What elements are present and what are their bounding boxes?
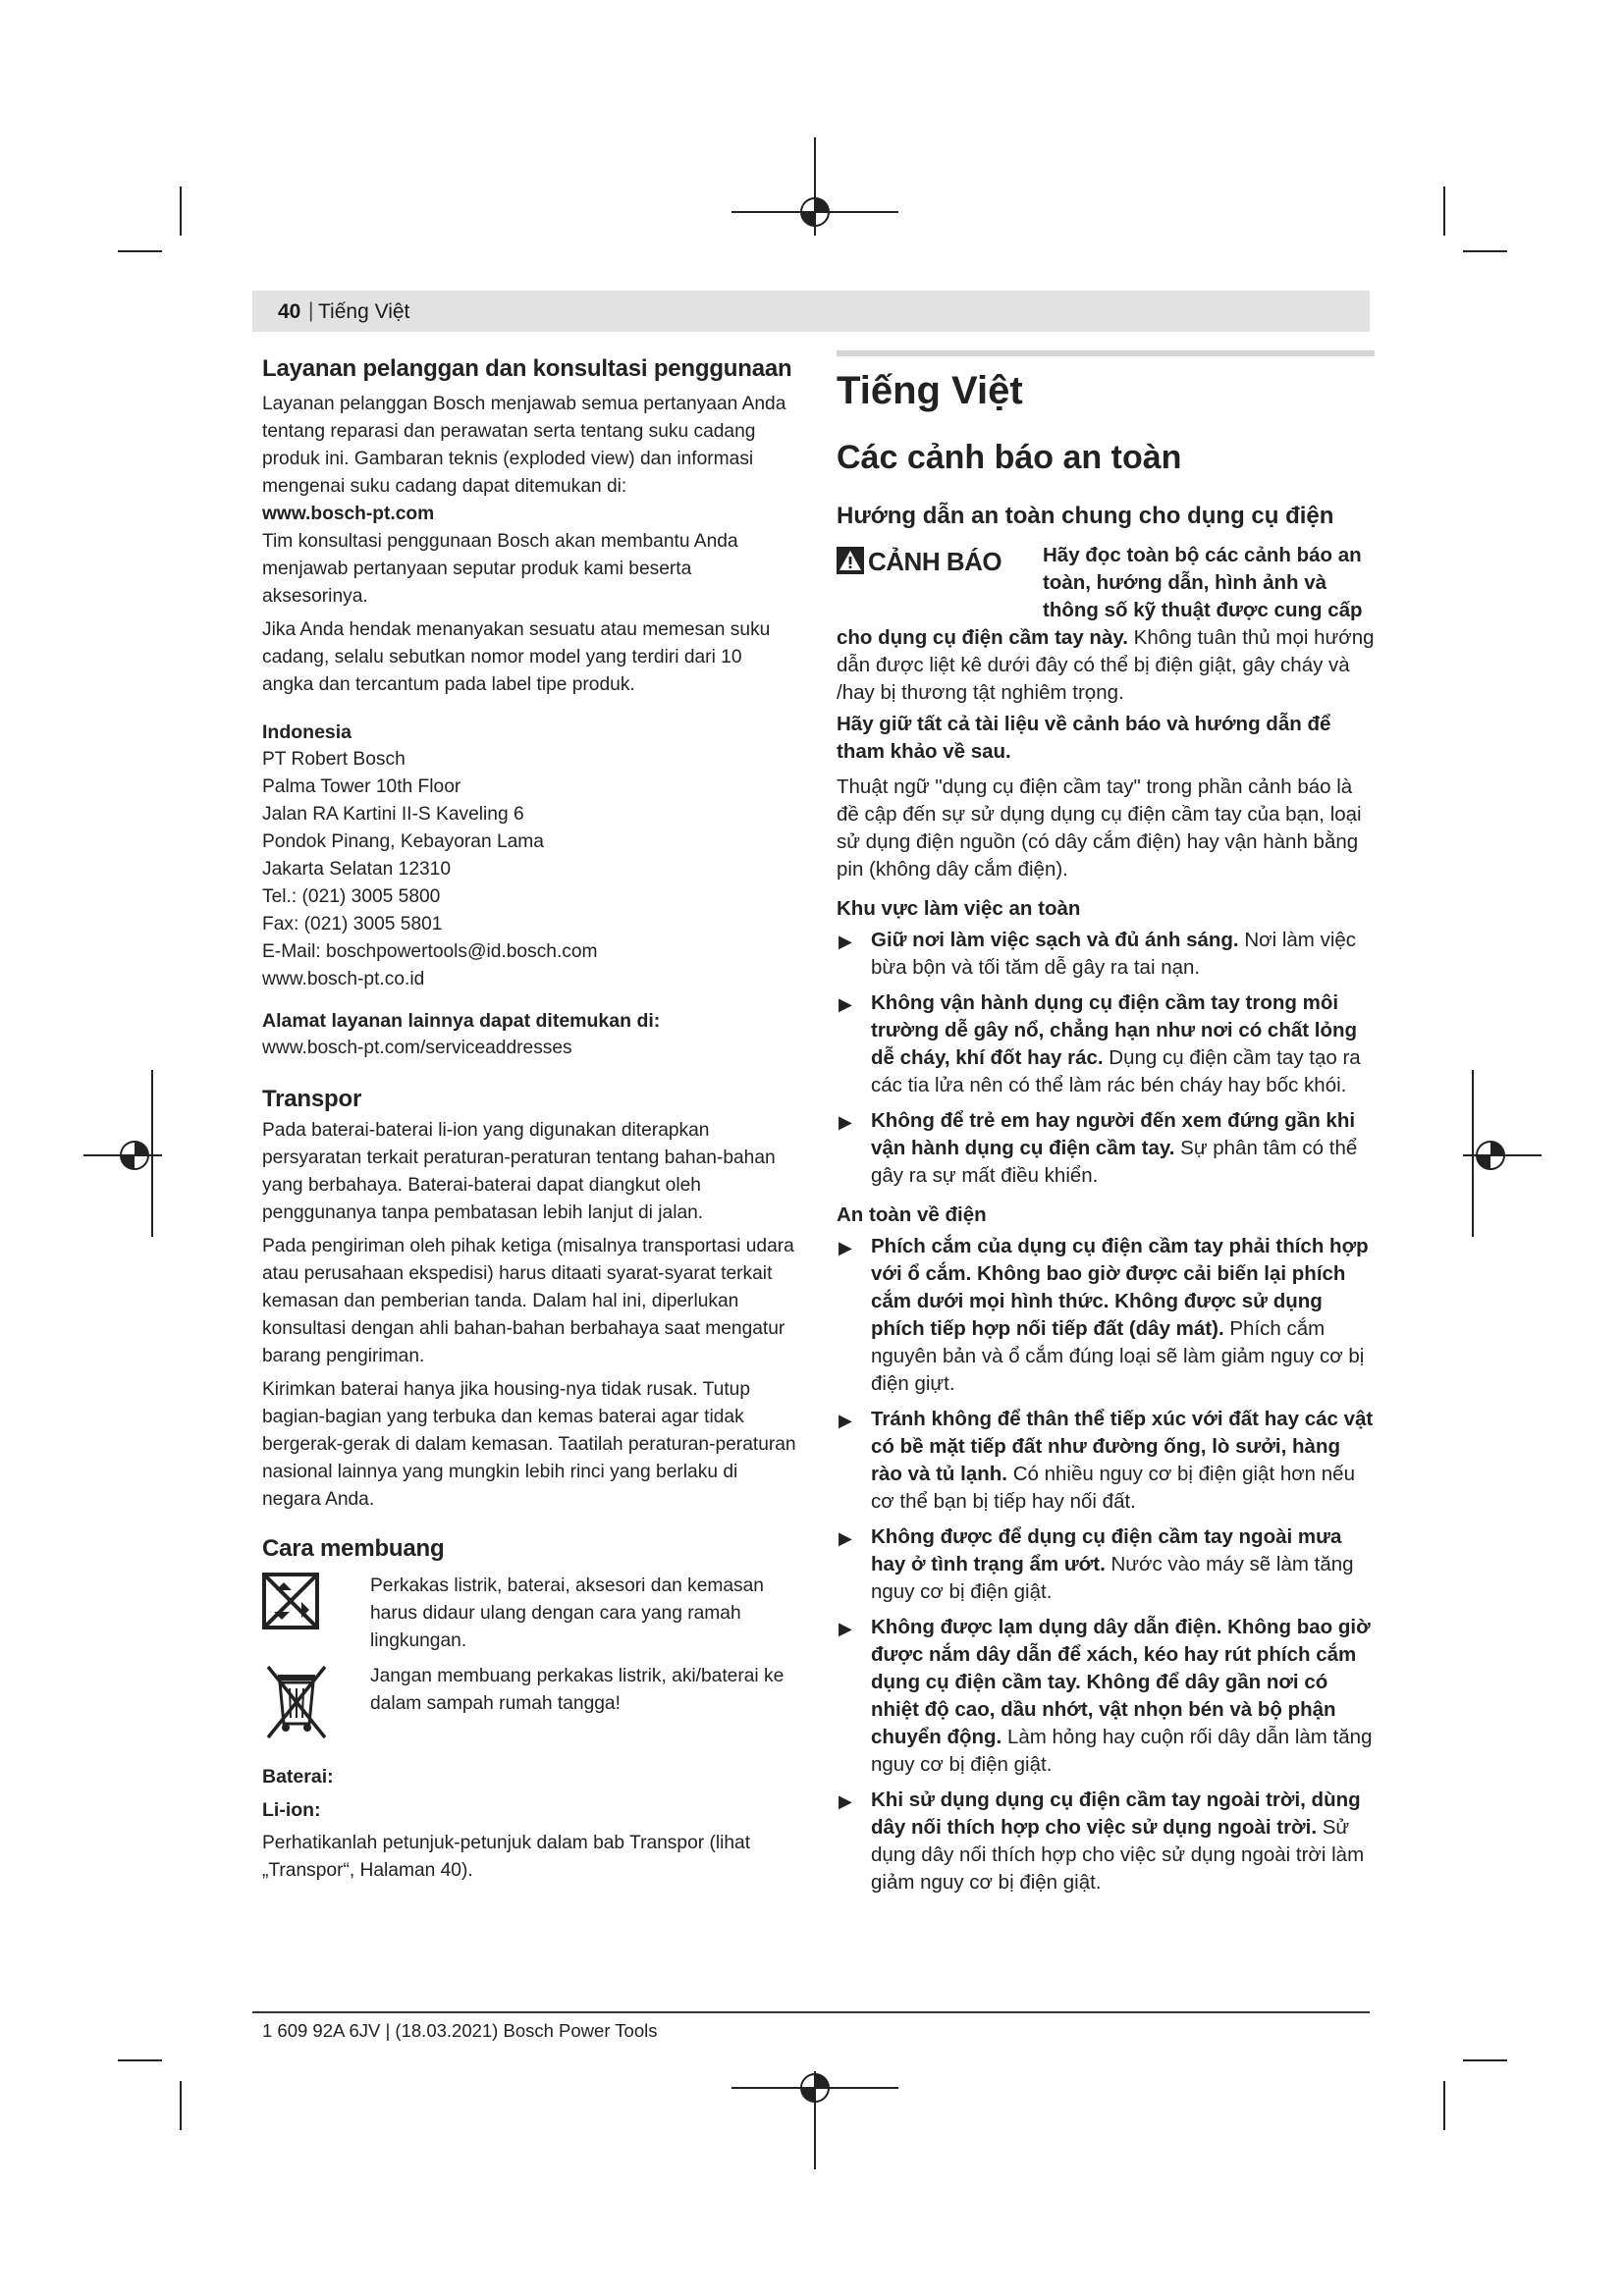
left-column bbox=[262, 353, 797, 1891]
safety-warnings-heading: Các cảnh báo an toàn bbox=[837, 439, 1182, 476]
item-bold-text: Tránh không để thân thể tiếp xúc với đất hay các vật có bề mặt tiếp đất như đường ống, lò sưởi, hàng rào và tủ lạnh. bbox=[871, 1408, 1374, 1485]
transport-paragraph-1: Pada baterai-baterai li-ion yang digunakan diterapkan persyaratan terkait peraturan-peraturan tentang bahan-bahan yang berbahaya. Baterai-baterai dapat diangkut oleh penggunanya tanpa pembatasan lebih lanjut di jalan. bbox=[262, 1120, 776, 1223]
item-text: Sử dụng dây nối thích hợp cho việc sử dụng ngoài trời làm giảm nguy cơ bị điện giật. bbox=[871, 1816, 1365, 1894]
bullet-arrow-icon: ▶ bbox=[839, 1112, 852, 1132]
right-column bbox=[837, 351, 1375, 1904]
item-text: Có nhiều nguy cơ bị điện giật hơn nếu cơ thể bạn bị tiếp hay nối đất. bbox=[871, 1463, 1355, 1513]
page-header bbox=[252, 291, 1370, 332]
disposal-note: Perhatikanlah petunjuk-petunjuk dalam bab Transpor (lihat „Transpor“, Halaman 40). bbox=[262, 1833, 751, 1881]
header-separator: | bbox=[308, 299, 314, 322]
registration-mark-icon bbox=[83, 1070, 162, 1237]
crop-mark bbox=[1463, 250, 1507, 252]
item-text: Dụng cụ điện cầm tay tạo ra các tia lửa nên có thể làm rác bén cháy hay bốc khói. bbox=[871, 1046, 1361, 1096]
crossed-bin-icon bbox=[262, 1663, 331, 1741]
language-title: Tiếng Việt bbox=[837, 369, 1023, 412]
warning-block bbox=[837, 542, 1375, 707]
address-line: PT Robert Bosch bbox=[262, 749, 406, 770]
crop-mark bbox=[1463, 2059, 1507, 2061]
keep-documents-paragraph bbox=[837, 711, 1375, 766]
website-link[interactable]: www.bosch-pt.co.id bbox=[262, 969, 425, 989]
crop-mark bbox=[1443, 2081, 1445, 2130]
electrical-safety-heading: An toàn về điện bbox=[837, 1203, 987, 1226]
transport-heading: Transpor bbox=[262, 1086, 362, 1112]
item-text: Nước vào máy sẽ làm tăng nguy cơ bị điện giật. bbox=[871, 1553, 1354, 1603]
list-item bbox=[837, 1233, 1375, 1398]
service-addresses-link[interactable]: www.bosch-pt.com/serviceaddresses bbox=[262, 1038, 572, 1058]
warning-triangle-icon bbox=[837, 547, 864, 574]
term-paragraph: Thuật ngữ "dụng cụ điện cầm tay" trong phần cảnh báo là đề cập đến sự sử dụng dụng cụ điện cầm tay của bạn, loại sử dụng điện nguồn (có dây cắm điện) hay vận hành bằng pin (không dây cắm điện). bbox=[837, 775, 1362, 881]
customer-service-heading: Layanan pelanggan dan konsultasi penggunaan bbox=[262, 355, 792, 382]
bullet-arrow-icon: ▶ bbox=[839, 1791, 852, 1811]
crop-mark bbox=[118, 250, 162, 252]
list-item bbox=[837, 1614, 1375, 1779]
registration-mark-icon bbox=[731, 2071, 898, 2169]
list-item bbox=[837, 1107, 1375, 1190]
work-area-heading: Khu vực làm việc an toàn bbox=[837, 897, 1081, 920]
registration-mark-icon bbox=[1463, 1070, 1542, 1237]
model-number-paragraph: Jika Anda hendak menanyakan sesuatu atau memesan suku cadang, selalu sebutkan nomor model yang terdiri dari 10 angka dan tercantum pada label tipe produk. bbox=[262, 619, 771, 695]
work-area-list bbox=[837, 927, 1375, 1190]
transport-paragraph-2: Pada pengiriman oleh pihak ketiga (misalnya transportasi udara atau perusahaan ekspedisi) harus ditaati syarat-syarat terkait kemasan dan pemberian tanda. Dalam hal ini, diperlukan konsultasi dengan ahli bahan-bahan berbahaya saat mengatur barang pengiriman. bbox=[262, 1236, 794, 1366]
crop-mark bbox=[118, 2059, 162, 2061]
phone-line: Tel.: (021) 3005 5800 bbox=[262, 886, 441, 907]
disposal-heading: Cara membuang bbox=[262, 1535, 445, 1562]
customer-service-paragraph bbox=[262, 391, 797, 528]
liion-heading: Li-ion: bbox=[262, 1799, 321, 1821]
battery-heading: Baterai: bbox=[262, 1766, 334, 1788]
keep-documents-text: Hãy giữ tất cả tài liệu về cảnh báo và hướng dẫn để tham khảo về sau. bbox=[837, 713, 1331, 763]
disposal-text-bin: Jangan membuang perkakas listrik, aki/baterai ke dalam sampah rumah tangga! bbox=[370, 1666, 785, 1714]
address-line: Pondok Pinang, Kebayoran Lama bbox=[262, 831, 544, 852]
address-line: Palma Tower 10th Floor bbox=[262, 776, 461, 797]
bullet-arrow-icon: ▶ bbox=[839, 994, 852, 1014]
address-line: Jakarta Selatan 12310 bbox=[262, 859, 452, 880]
item-text: Sự phân tâm có thể gây ra sự mất điều khiển. bbox=[871, 1137, 1358, 1187]
crop-mark bbox=[1443, 187, 1445, 236]
warning-bold-text: Hãy đọc toàn bộ các cảnh báo an toàn, hướng dẫn, hình ảnh và thông số kỹ thuật được cung cấp cho dụng cụ điện cầm tay này. bbox=[837, 544, 1363, 649]
list-item bbox=[837, 927, 1375, 982]
indonesia-heading: Indonesia bbox=[262, 721, 352, 743]
indonesia-address bbox=[262, 746, 797, 993]
other-addresses-heading: Alamat layanan lainnya dapat ditemukan di: bbox=[262, 1010, 661, 1032]
bullet-arrow-icon: ▶ bbox=[839, 1411, 852, 1430]
fax-line: Fax: (021) 3005 5801 bbox=[262, 914, 443, 934]
page-number: 40 bbox=[278, 300, 301, 323]
warning-normal-text: Không tuân thủ mọi hướng dẫn được liệt kê dưới đây có thể bị điện giật, gây cháy và /hay bị thương tật nghiêm trọng. bbox=[837, 626, 1375, 704]
email-link[interactable]: E-Mail: boschpowertools@id.bosch.com bbox=[262, 941, 598, 962]
disposal-text-recycle: Perkakas listrik, baterai, aksesori dan kemasan harus didaur ulang dengan cara yang ramah lingkungan. bbox=[370, 1575, 764, 1651]
warning-label-text: CẢNH BÁO bbox=[868, 547, 1002, 576]
footer-divider bbox=[252, 2011, 1370, 2013]
item-text: Nơi làm việc bừa bộn và tối tăm dễ gây ra tai nạn. bbox=[871, 929, 1357, 979]
general-safety-heading: Hướng dẫn an toàn chung cho dụng cụ điện bbox=[837, 503, 1334, 529]
header-language: Tiếng Việt bbox=[318, 300, 410, 323]
item-text: Phích cắm nguyên bản và ổ cắm đúng loại sẽ làm giảm nguy cơ bị điện giựt. bbox=[871, 1317, 1365, 1395]
list-item bbox=[837, 1406, 1375, 1516]
electrical-safety-list bbox=[837, 1233, 1375, 1896]
registration-mark-icon bbox=[731, 137, 898, 236]
list-item bbox=[837, 1787, 1375, 1896]
bosch-url-link[interactable]: www.bosch-pt.com bbox=[262, 504, 435, 524]
item-bold-text: Không được để dụng cụ điện cầm tay ngoài mưa hay ở tình trạng ẩm ướt. bbox=[871, 1525, 1342, 1575]
footer-text: 1 609 92A 6JV | (18.03.2021) Bosch Power Tools bbox=[262, 2020, 658, 2041]
customer-service-text: Layanan pelanggan Bosch menjawab semua pertanyaan Anda tentang reparasi dan perawatan serta tentang suku cadang produk ini. Gambaran teknis (exploded view) dan informasi mengenai suku cadang dapat ditemukan di: bbox=[262, 394, 786, 497]
address-line: Jalan RA Kartini II-S Kaveling 6 bbox=[262, 804, 524, 825]
transport-paragraph-3: Kirimkan baterai hanya jika housing-nya tidak rusak. Tutup bagian-bagian yang terbuka dan kemas baterai agar tidak bergerak-gerak di dalam kemasan. Taatilah peraturan-peraturan nasional lainnya yang mungkin lebih rinci yang berlaku di negara Anda. bbox=[262, 1379, 796, 1510]
list-item bbox=[837, 1523, 1375, 1606]
item-bold-text: Không được lạm dụng dây dẫn điện. Không bao giờ được nắm dây dẫn để xách, kéo hay rút phích cắm dụng cụ điện cầm tay. Không để dây gần nơi có nhiệt độ cao, dầu nhớt, vật nhọn bén và bộ phận chuyển động. bbox=[871, 1616, 1371, 1748]
bullet-arrow-icon: ▶ bbox=[839, 932, 852, 951]
bullet-arrow-icon: ▶ bbox=[839, 1528, 852, 1548]
item-text: Làm hỏng hay cuộn rối dây dẫn làm tăng nguy cơ bị điện giật. bbox=[871, 1726, 1373, 1776]
item-bold-text: Giữ nơi làm việc sạch và đủ ánh sáng. bbox=[871, 929, 1239, 951]
warning-label bbox=[837, 546, 1043, 601]
recycle-icon bbox=[262, 1573, 331, 1631]
disposal-row-recycle bbox=[262, 1573, 797, 1655]
bullet-arrow-icon: ▶ bbox=[839, 1619, 852, 1638]
item-bold-text: Phích cắm của dụng cụ điện cầm tay phải thích hợp với ổ cắm. Không bao giờ được cải biến lại phích cắm dưới mọi hình thức. Không được sử dụng phích tiếp hợp nối tiếp đất (dây mát). bbox=[871, 1235, 1369, 1340]
crop-mark bbox=[180, 2081, 182, 2130]
item-bold-text: Khi sử dụng dụng cụ điện cầm tay ngoài trời, dùng dây nối thích hợp cho việc sử dụng ngoài trời. bbox=[871, 1789, 1361, 1839]
list-item bbox=[837, 989, 1375, 1099]
crop-mark bbox=[180, 187, 182, 236]
bullet-arrow-icon: ▶ bbox=[839, 1238, 852, 1257]
item-bold-text: Không vận hành dụng cụ điện cầm tay trong môi trường dễ gây nổ, chẳng hạn như nơi có chất lỏng dễ cháy, khí đốt hay rác. bbox=[871, 991, 1358, 1069]
consultation-paragraph: Tim konsultasi penggunaan Bosch akan membantu Anda menjawab pertanyaan seputar produk kami beserta aksesorinya. bbox=[262, 531, 738, 607]
item-bold-text: Không để trẻ em hay người đến xem đứng gần khi vận hành dụng cụ điện cầm tay. bbox=[871, 1109, 1356, 1159]
disposal-row-bin bbox=[262, 1663, 797, 1741]
